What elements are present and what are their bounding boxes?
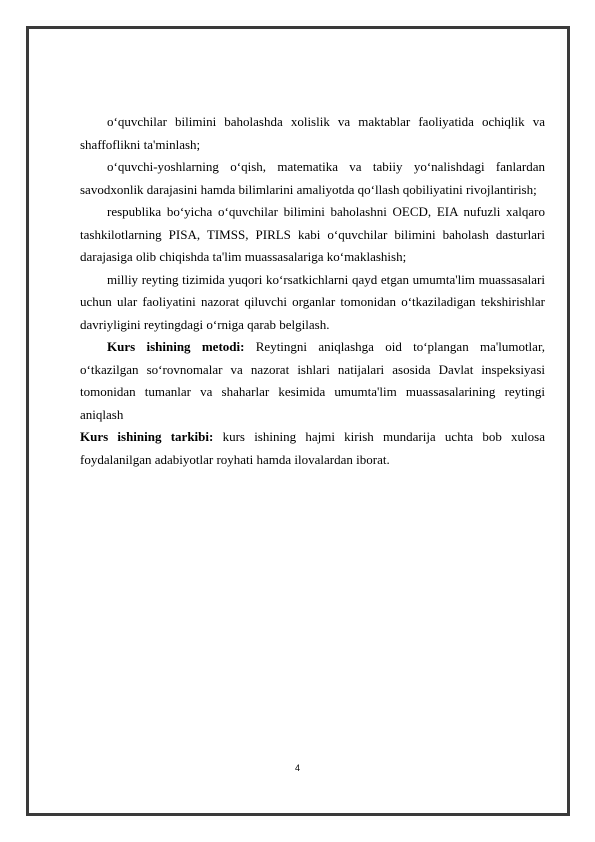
paragraph-text: o‘quvchilar bilimini baholashda xolislik va maktablar faoliyatida ochiqlik va shaffoflikni ta'minlash; [80, 114, 545, 152]
paragraph-national-rating [80, 269, 545, 337]
paragraph-literacy [80, 156, 545, 201]
method-text: Reytingni aniqlashga oid to‘plangan ma'lumotlar, o‘tkazilgan so‘rovnomalar va nazorat ishlari natijalari asosida Davlat inspeksiyasi tomonidan tumanlar va shaharlar kesimida umumta'lim muassasalarining reytingi aniqlash [80, 339, 546, 422]
paragraph-text: milliy reyting tizimida yuqori ko‘rsatkichlarni qayd etgan umumta'lim muassasalari uchun ular faoliyatini nazorat qiluvchi organlar tomonidan o‘tkaziladigan tekshirishlar davriyligini reytingdagi o‘rniga qarab belgilash. [80, 271, 545, 332]
paragraph-method [80, 336, 545, 426]
structure-label: Kurs ishining tarkibi: [80, 429, 214, 444]
paragraph-structure [80, 426, 545, 471]
page-number: 4 [294, 763, 300, 773]
paragraph-text: o‘quvchi-yoshlarning o‘qish, matematika va tabiiy yo‘nalishdagi fanlardan savodxonlik darajasini hamda bilimlarini amaliyotda qo‘llash qobiliyatini rivojlantirish; [80, 159, 545, 197]
method-label: Kurs ishining metodi: [107, 339, 245, 354]
paragraph-text: respublika bo‘yicha o‘quvchilar bilimini baholashni OECD, EIA nufuzli xalqaro tashkilotlarning PISA, TIMSS, PIRLS kabi o‘quvchilar bilimini baholash dasturlari darajasiga olib chiqishda ta'lim muassasalariga ko‘maklashish; [80, 204, 545, 264]
document-body [80, 111, 545, 471]
structure-text: kurs ishining hajmi kirish mundarija uchta bob xulosa foydalanilgan adabiyotlar royhati hamda ilovalardan iborat. [80, 429, 545, 467]
paragraph-international-assessment [80, 201, 545, 269]
paragraph-objectivity [80, 111, 545, 156]
